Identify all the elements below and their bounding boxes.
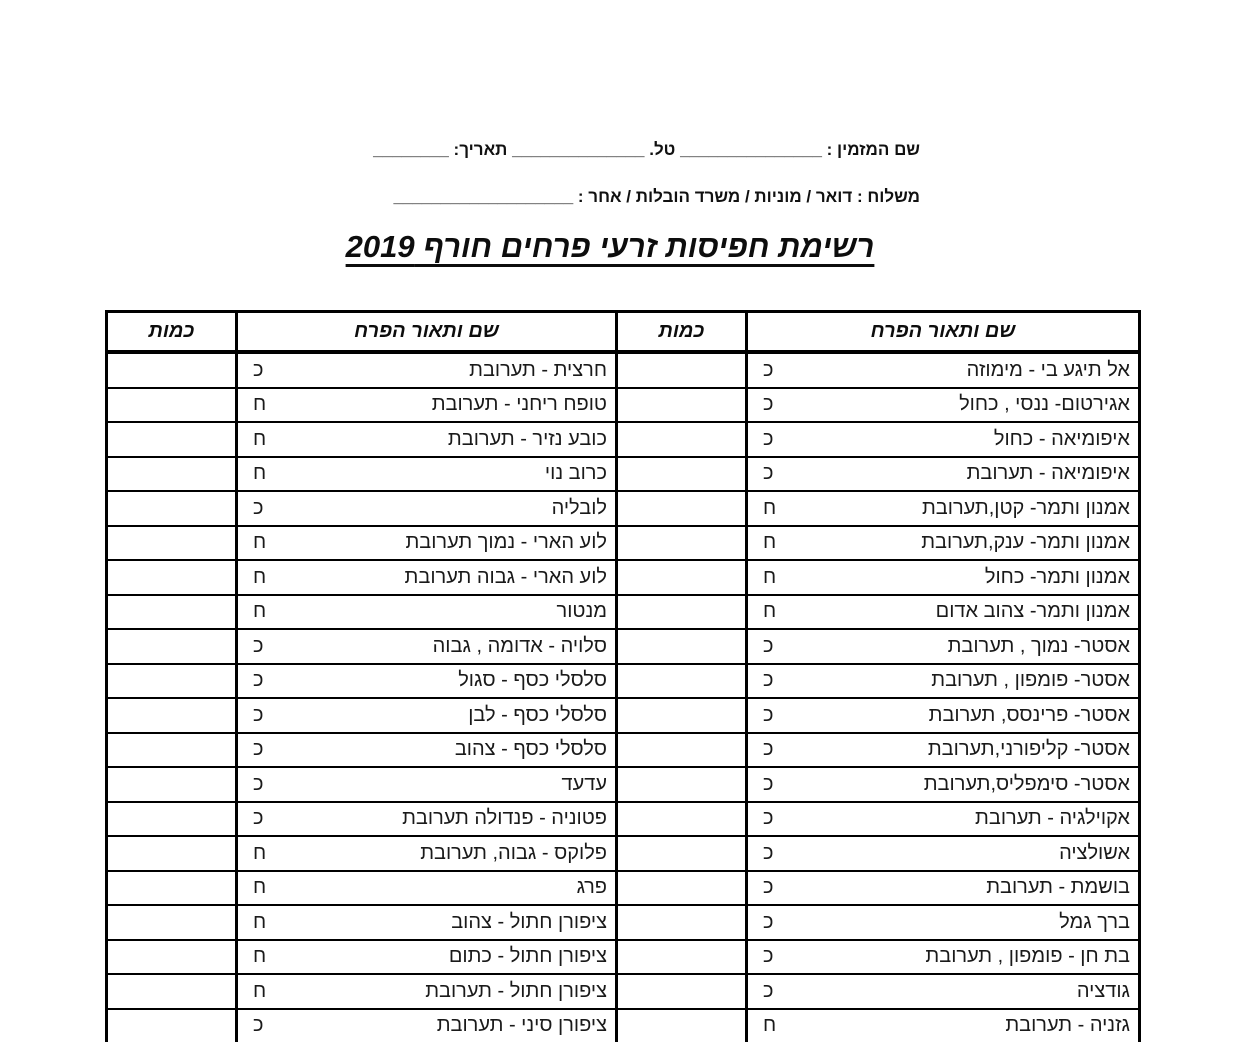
type-code: ח (763, 565, 777, 588)
flower-name-cell-right (747, 767, 1140, 802)
flower-name-cell-right (747, 871, 1140, 906)
flower-name: אמנון ותמר- צהוב אדום (935, 600, 1130, 623)
column-header-quantity-left: כמות (107, 312, 237, 353)
type-code: ח (253, 427, 267, 450)
flower-name-cell-right (747, 560, 1140, 595)
type-code: כ (763, 669, 774, 692)
type-code: כ (763, 910, 774, 933)
shipping-label: משלוח : דואר / מוניות / משרד הובלות / אחר : (577, 187, 920, 206)
type-code: ח (253, 462, 267, 485)
flower-name-cell-left (237, 664, 617, 699)
type-code: כ (253, 738, 264, 761)
quantity-cell-right (617, 836, 747, 871)
type-code: כ (763, 738, 774, 761)
table-row (107, 733, 1140, 768)
flower-name-cell-left (237, 974, 617, 1009)
type-code: ח (253, 565, 267, 588)
flower-name-cell-right (747, 664, 1140, 699)
quantity-cell-right (617, 595, 747, 630)
orderer-line (373, 140, 920, 160)
flower-name: לוע הארי - גבוה תערובת (404, 565, 607, 588)
flower-name-cell-right (747, 491, 1140, 526)
table-row (107, 664, 1140, 699)
flower-name-cell-left (237, 802, 617, 837)
type-code: ח (763, 600, 777, 623)
table-row (107, 526, 1140, 561)
flower-name: לוע הארי - נמוך תערובת (405, 531, 607, 554)
quantity-cell-left (107, 767, 237, 802)
table-row (107, 352, 1140, 388)
quantity-cell-right (617, 352, 747, 388)
table-header-row (107, 312, 1140, 353)
flower-name-cell-right (747, 836, 1140, 871)
type-code: ח (763, 531, 777, 554)
tel-blank-field: ______________ (512, 140, 645, 159)
tel-label: טל. (649, 140, 676, 159)
quantity-cell-left (107, 491, 237, 526)
flower-name: אסטר- נמוך , תערובת (947, 634, 1130, 657)
flower-name: אמנון ותמר- קטן,תערובת (921, 496, 1130, 519)
type-code: כ (253, 1014, 264, 1037)
quantity-cell-left (107, 388, 237, 423)
flower-name: פלוקס - גבוה, תערובת (420, 841, 607, 864)
flower-name-cell-right (747, 974, 1140, 1009)
table-row (107, 871, 1140, 906)
flower-name-cell-right (747, 698, 1140, 733)
flower-name-cell-left (237, 733, 617, 768)
quantity-cell-left (107, 664, 237, 699)
flower-name-cell-left (237, 905, 617, 940)
flower-name: ציפורן סיני - תערובת (436, 1014, 607, 1037)
table-row (107, 560, 1140, 595)
flower-name: אשולציה (1059, 841, 1130, 864)
flower-name-cell-right (747, 352, 1140, 388)
quantity-cell-left (107, 974, 237, 1009)
flower-name-cell-left (237, 871, 617, 906)
flower-name-cell-left (237, 836, 617, 871)
flower-name: סלויה - אדומה , גבוה (432, 634, 607, 657)
flower-name: ברך גמל (1059, 910, 1130, 933)
flower-name-cell-left (237, 422, 617, 457)
flower-name: לובליה (551, 496, 607, 519)
date-label: תאריך: (453, 140, 508, 159)
flower-name: סלסלי כסף - סגול (458, 669, 607, 692)
type-code: ח (253, 910, 267, 933)
flower-name-cell-left (237, 1009, 617, 1042)
type-code: כ (763, 358, 774, 381)
quantity-cell-right (617, 491, 747, 526)
flower-name: איפומיאה - כחול (993, 427, 1130, 450)
flower-name-cell-right (747, 595, 1140, 630)
type-code: ח (253, 393, 267, 416)
flower-name: סלסלי כסף - לבן (468, 703, 607, 726)
quantity-cell-right (617, 974, 747, 1009)
flower-name: פטוניה - פנדולה תערובת (402, 807, 607, 830)
type-code: כ (763, 945, 774, 968)
flower-name-cell-left (237, 526, 617, 561)
flower-name-cell-right (747, 940, 1140, 975)
quantity-cell-right (617, 388, 747, 423)
column-header-quantity-right: כמות (617, 312, 747, 353)
flower-name-cell-left (237, 698, 617, 733)
quantity-cell-left (107, 629, 237, 664)
quantity-cell-right (617, 698, 747, 733)
quantity-cell-left (107, 526, 237, 561)
flower-name-cell-right (747, 629, 1140, 664)
flower-name-cell-left (237, 940, 617, 975)
flower-name: כרוב נוי (544, 462, 607, 485)
table-row (107, 905, 1140, 940)
quantity-cell-left (107, 698, 237, 733)
quantity-cell-right (617, 767, 747, 802)
quantity-cell-left (107, 940, 237, 975)
type-code: ח (763, 496, 777, 519)
table-row (107, 802, 1140, 837)
flower-name-cell-right (747, 905, 1140, 940)
flower-name-cell-left (237, 388, 617, 423)
flower-name: ציפורן חתול - צהוב (451, 910, 607, 933)
type-code: כ (763, 807, 774, 830)
flower-name: טופח ריחני - תערובת (431, 393, 607, 416)
type-code: כ (253, 669, 264, 692)
flower-name: אסטר- פרינסס, תערובת (928, 703, 1130, 726)
flower-name: אמנון ותמר- ענק,תערובת (921, 531, 1130, 554)
type-code: כ (763, 876, 774, 899)
flower-name-cell-left (237, 352, 617, 388)
flower-name: חרצית - תערובת (469, 358, 607, 381)
flower-name: ציפורן חתול - כתום (448, 945, 607, 968)
flower-name-cell-right (747, 733, 1140, 768)
type-code: כ (763, 979, 774, 1002)
quantity-cell-left (107, 871, 237, 906)
flower-name: אמנון ותמר- כחול (984, 565, 1130, 588)
quantity-cell-left (107, 802, 237, 837)
type-code: כ (763, 462, 774, 485)
type-code: ח (253, 876, 267, 899)
flower-name: אסטר- קליפורני,תערובת (927, 738, 1130, 761)
flower-name: אגירטום- ננסי , כחול (959, 393, 1130, 416)
quantity-cell-right (617, 422, 747, 457)
flower-name: אסטר- סימפליס,תערובת (923, 772, 1130, 795)
table-row (107, 422, 1140, 457)
type-code: כ (253, 358, 264, 381)
type-code: ח (253, 600, 267, 623)
seed-list-table (105, 310, 1141, 1042)
column-header-flower-name-left: שם ותאור הפרח (237, 312, 617, 353)
type-code: כ (763, 772, 774, 795)
table-row (107, 940, 1140, 975)
type-code: ח (253, 945, 267, 968)
type-code: כ (763, 703, 774, 726)
flower-name-cell-right (747, 457, 1140, 492)
shipping-line (394, 187, 920, 207)
quantity-cell-left (107, 836, 237, 871)
flower-name-cell-right (747, 388, 1140, 423)
flower-name-cell-left (237, 629, 617, 664)
flower-name: פרג (576, 876, 607, 899)
flower-name: בושמת - תערובת (986, 876, 1130, 899)
date-blank-field: ________ (373, 140, 449, 159)
quantity-cell-left (107, 352, 237, 388)
quantity-cell-left (107, 457, 237, 492)
quantity-cell-left (107, 595, 237, 630)
flower-name: בת חן - פומפון , תערובת (925, 945, 1130, 968)
table-row (107, 388, 1140, 423)
type-code: כ (253, 496, 264, 519)
flower-name: ציפורן חתול - תערובת (425, 979, 607, 1002)
flower-name-cell-right (747, 526, 1140, 561)
table-row (107, 836, 1140, 871)
quantity-cell-right (617, 526, 747, 561)
type-code: ח (763, 1014, 777, 1037)
quantity-cell-right (617, 457, 747, 492)
flower-name: עדעד (561, 772, 607, 795)
flower-name-cell-right (747, 802, 1140, 837)
flower-name: מנטור (556, 600, 607, 623)
type-code: ח (253, 979, 267, 1002)
type-code: כ (253, 703, 264, 726)
quantity-cell-left (107, 733, 237, 768)
type-code: כ (763, 634, 774, 657)
flower-name: כובע נזיר - תערובת (447, 427, 607, 450)
type-code: ח (253, 841, 267, 864)
quantity-cell-right (617, 802, 747, 837)
type-code: כ (253, 772, 264, 795)
flower-name-cell-right (747, 422, 1140, 457)
quantity-cell-left (107, 560, 237, 595)
flower-name-cell-left (237, 767, 617, 802)
quantity-cell-right (617, 664, 747, 699)
quantity-cell-right (617, 871, 747, 906)
table-row (107, 629, 1140, 664)
quantity-cell-left (107, 905, 237, 940)
flower-name: אקוילגיה - תערובת (975, 807, 1130, 830)
flower-name: גודציה (1076, 979, 1130, 1002)
flower-name-cell-left (237, 491, 617, 526)
table-row (107, 491, 1140, 526)
table-row (107, 457, 1140, 492)
flower-name-cell-right (747, 1009, 1140, 1042)
flower-name-cell-left (237, 560, 617, 595)
orderer-blank-field: _______________ (680, 140, 822, 159)
table-row (107, 974, 1140, 1009)
flower-name: גזניה - תערובת (1005, 1014, 1130, 1037)
quantity-cell-right (617, 1009, 747, 1042)
quantity-cell-right (617, 940, 747, 975)
flower-name: סלסלי כסף - צהוב (454, 738, 607, 761)
flower-name: אסטר- פומפון , תערובת (931, 669, 1130, 692)
quantity-cell-left (107, 1009, 237, 1042)
table-row (107, 698, 1140, 733)
flower-name-cell-left (237, 595, 617, 630)
flower-name: אל תיגע בי - מימוזה (966, 358, 1130, 381)
type-code: כ (253, 807, 264, 830)
shipping-blank-field: ___________________ (393, 187, 574, 206)
table-row (107, 1009, 1140, 1042)
type-code: כ (253, 634, 264, 657)
quantity-cell-right (617, 560, 747, 595)
flower-name-cell-left (237, 457, 617, 492)
type-code: כ (763, 427, 774, 450)
quantity-cell-right (617, 733, 747, 768)
table-row (107, 595, 1140, 630)
table-row (107, 767, 1140, 802)
page-title: רשימת חפיסות זרעי פרחים חורף 2019 (345, 229, 875, 264)
flower-name: איפומיאה - תערובת (966, 462, 1130, 485)
quantity-cell-left (107, 422, 237, 457)
quantity-cell-right (617, 905, 747, 940)
type-code: כ (763, 841, 774, 864)
type-code: כ (763, 393, 774, 416)
orderer-label: שם המזמין : (826, 140, 920, 159)
quantity-cell-right (617, 629, 747, 664)
table-body (107, 352, 1140, 1042)
type-code: ח (253, 531, 267, 554)
column-header-flower-name-right: שם ותאור הפרח (747, 312, 1140, 353)
